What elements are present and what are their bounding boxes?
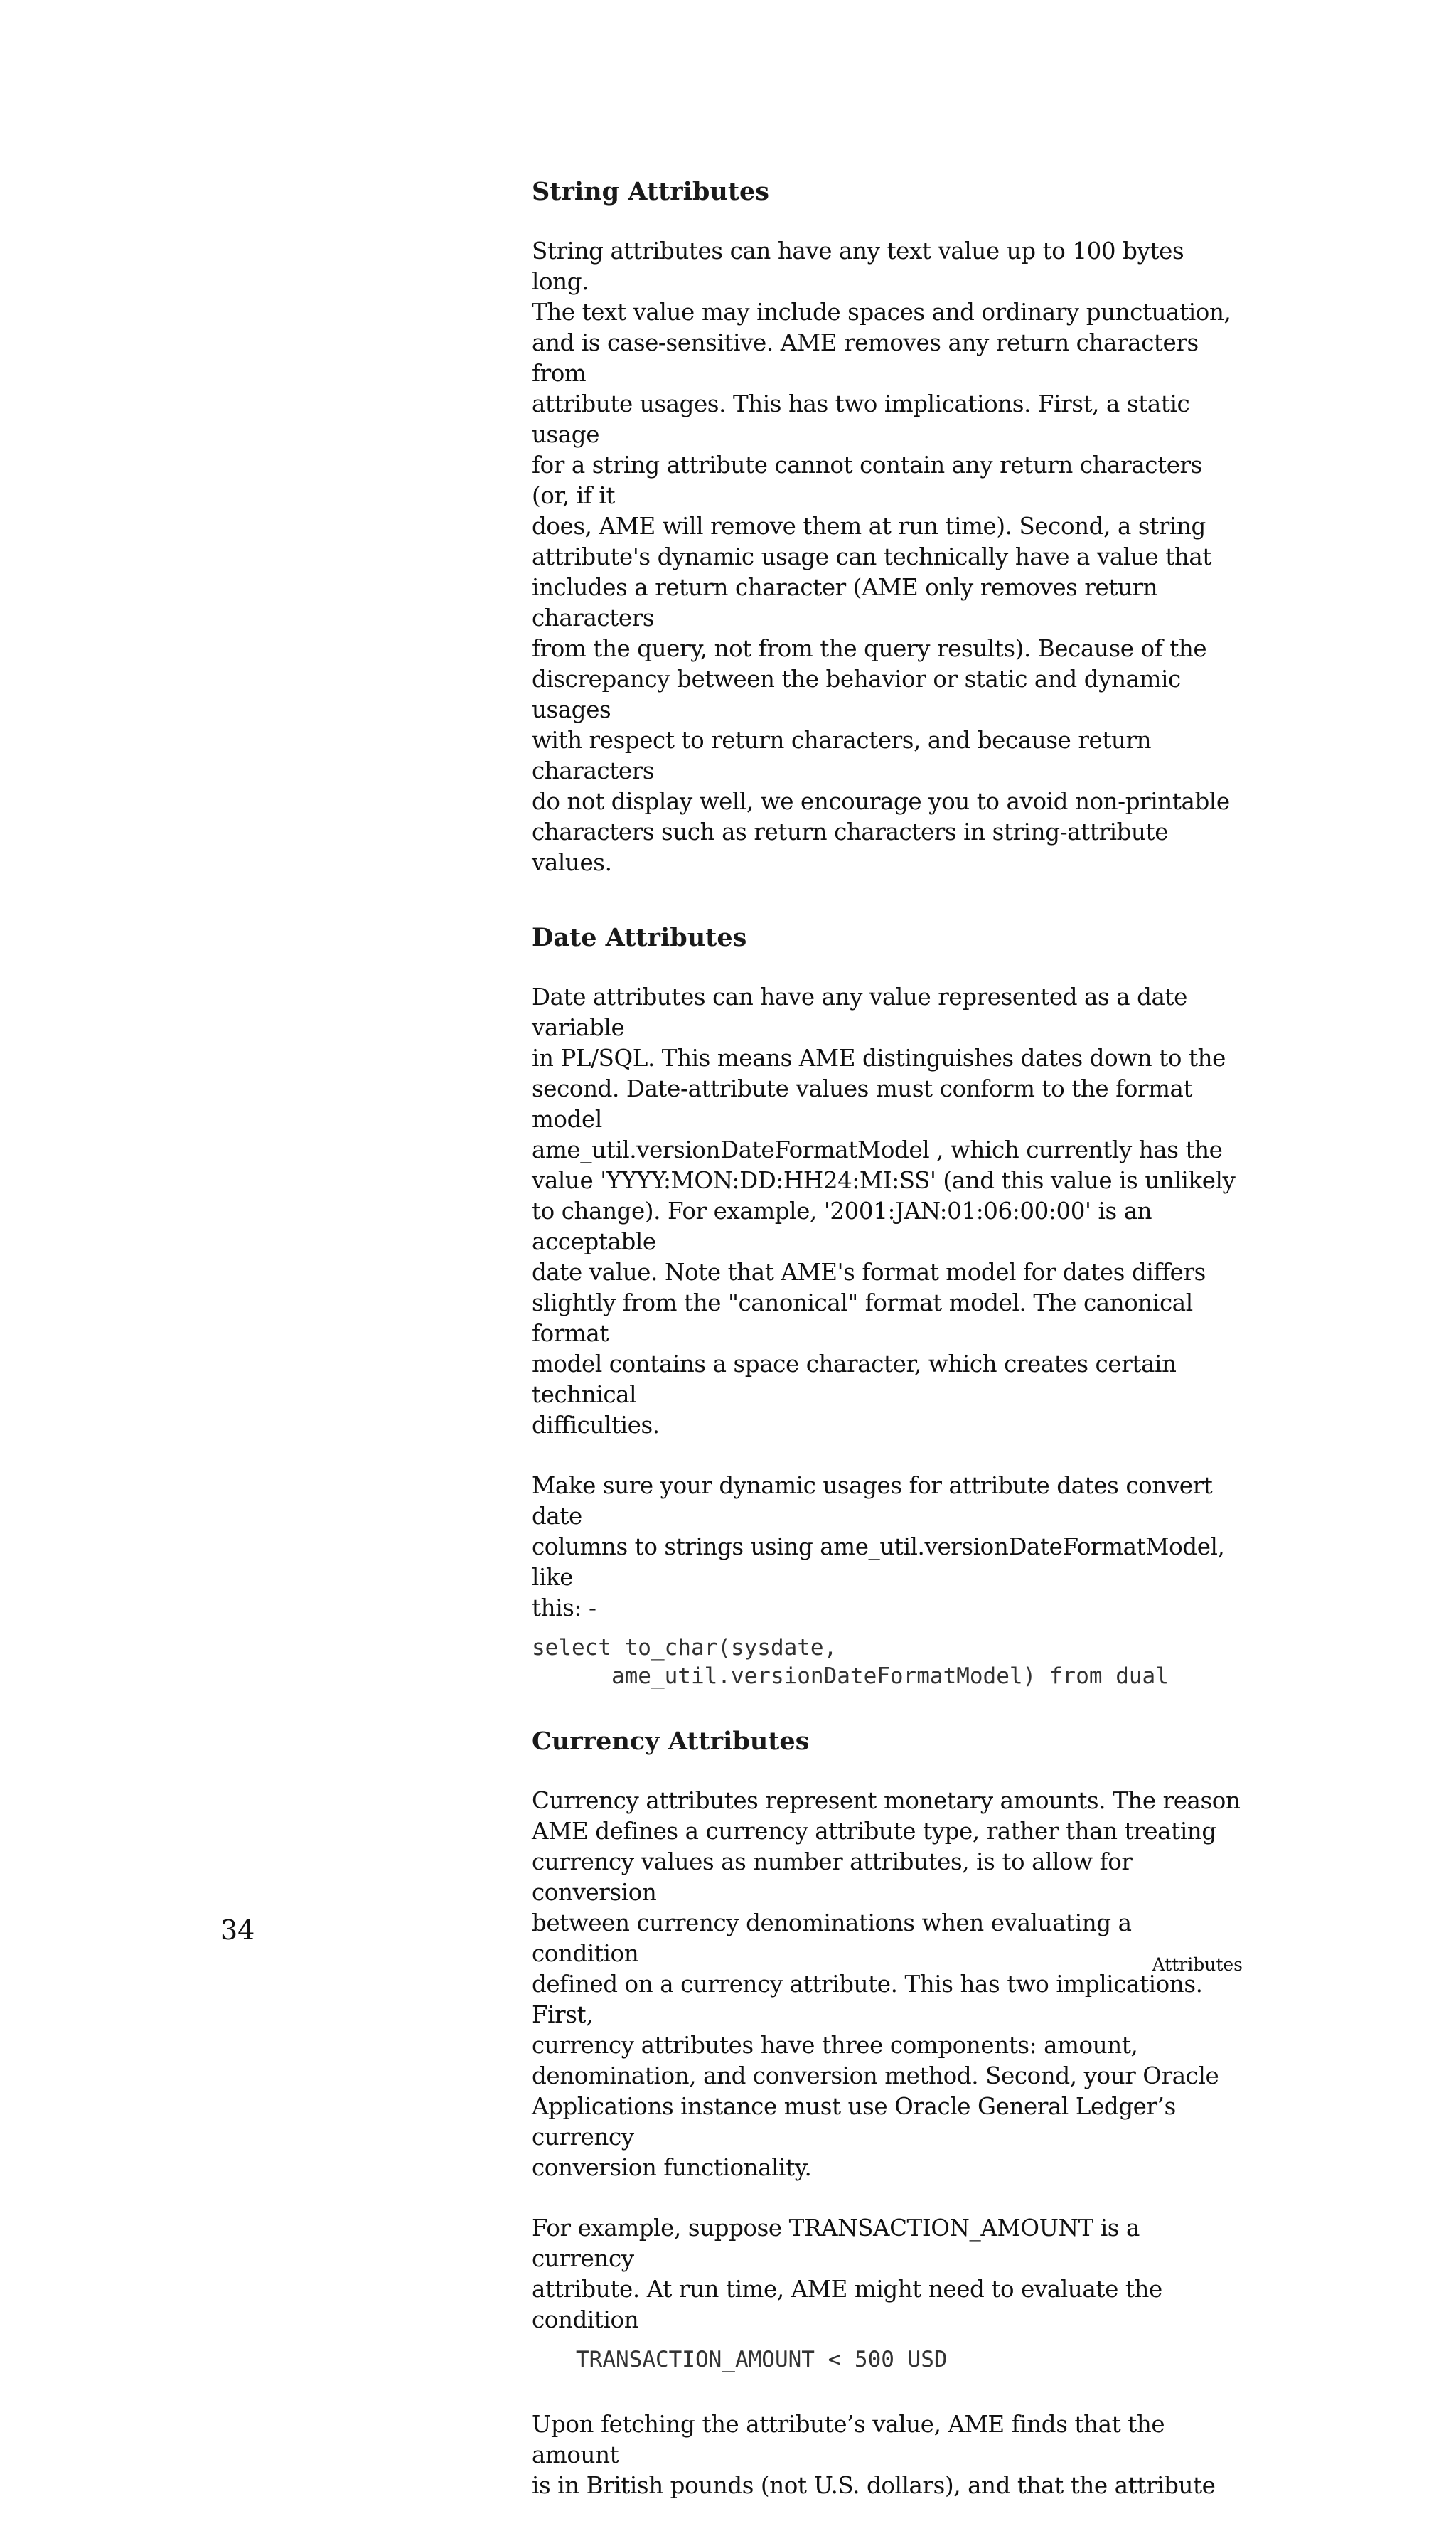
section-date-attributes (532, 922, 1243, 1690)
paragraph: Currency attributes represent monetary amounts. The reason AME defines a currency attribute type, rather than treating currency values as number attributes, is to allow for conversion between currency denominations when evaluating a condition defined on a currency attribute. This has two implications. First, currency attributes have three components: amount, denomination, and conversion method. Second, your Oracle Applications instance must use Oracle General Ledger’s currency conversion functionality. (532, 1787, 1241, 2181)
section-heading: String Attributes (532, 177, 769, 206)
footer-chapter-title: Attributes (1152, 1954, 1243, 1975)
paragraph: String attributes can have any text value up to 100 bytes long. The text value may include spaces and ordinary punctuation, and is case-sensitive. AME removes any return characters from attribute usages. This has two implications. First, a static usage for a string attribute cannot contain any return characters (or, if it does, AME will remove them at run time). Second, a string attribute's dynamic usage can technically have a value that includes a return character (AME only removes return characters from the query, not from the query results). Because of the discrepancy between the behavior or static and dynamic usages with respect to return characters, and because return characters do not display well, we encourage you to avoid non-printable characters such as return characters in string-attribute values. (532, 238, 1231, 876)
code-sample: select to_char(sysdate, ame_util.versionDateFormatModel) from dual (532, 1635, 1169, 1689)
section-heading: Date Attributes (532, 923, 747, 952)
paragraph: Upon fetching the attribute’s value, AME finds that the amount is in British pounds (not U.S. dollars), and that the attribute (532, 2411, 1216, 2499)
page-number: 34 (220, 1914, 255, 1946)
section-currency-attributes (532, 1726, 1243, 2501)
section-heading: Currency Attributes (532, 1727, 810, 1756)
code-sample: TRANSACTION_AMOUNT < 500 USD (576, 2347, 948, 2372)
page-content (532, 176, 1243, 2531)
paragraph: Make sure your dynamic usages for attribute dates convert date columns to strings using ame_util.versionDateFormatModel, like this: - (532, 1472, 1225, 1621)
section-string-attributes (532, 176, 1243, 878)
paragraph: For example, suppose TRANSACTION_AMOUNT is a currency attribute. At run time, AME might need to evaluate the condition (532, 2215, 1162, 2333)
paragraph: Date attributes can have any value represented as a date variable in PL/SQL. This means AME distinguishes dates down to the second. Date-attribute values must conform to the format model ame_util.versionDateFormatModel , which currently has the value 'YYYY:MON:DD:HH24:MI:SS' (and this value is unlikely to change). For example, '2001:JAN:01:06:00:00' is an acceptable date value. Note that AME's format model for dates differs slightly from the "canonical" format model. The canonical format model contains a space character, which creates certain technical difficulties. (532, 984, 1236, 1439)
